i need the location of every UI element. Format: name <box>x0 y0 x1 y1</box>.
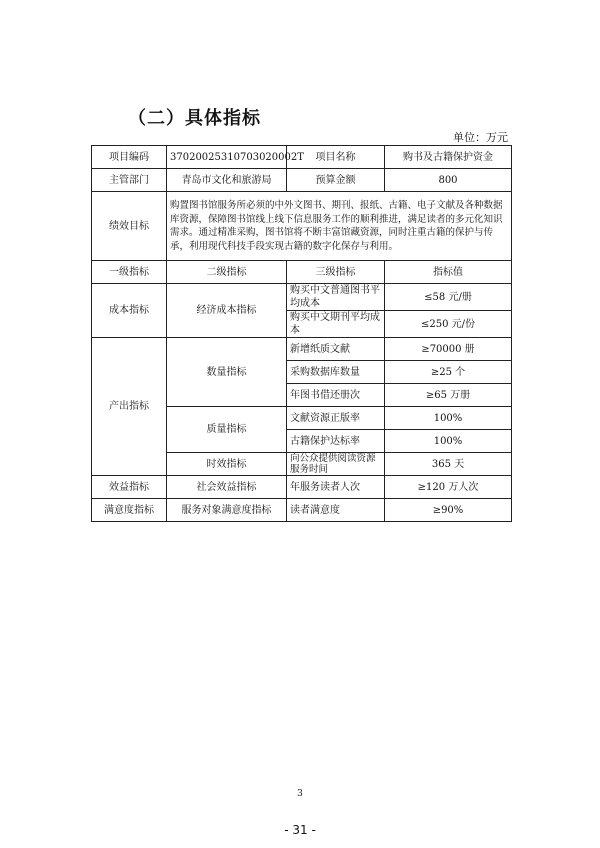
value-cell: ≥70000 册 <box>385 338 512 361</box>
page-number: 3 <box>297 789 303 799</box>
value-cell: ≤58 元/册 <box>385 284 512 311</box>
level1-cell: 效益指标 <box>92 476 167 499</box>
project-name-label: 项目名称 <box>287 146 385 169</box>
level3-cell: 购买中文普通图书平均成本 <box>287 284 385 311</box>
level1-cell: 满意度指标 <box>92 499 167 522</box>
table-row <box>92 476 512 499</box>
value-cell: ≥120 万人次 <box>385 476 512 499</box>
level2-cell: 服务对象满意度指标 <box>167 499 287 522</box>
project-name-value: 购书及古籍保护资金 <box>385 146 512 169</box>
goal-text: 购置图书馆服务所必须的中外文图书、期刊、报纸、古籍、电子文献及各种数据库资源，保障图书馆线上线下信息服务工作的顺利推进，满足读者的多元化知识需求。通过精准采购，图书馆将不断丰富馆藏资源，同时注重古籍的保护与传承，利用现代科技手段实现古籍的数字化保存与利用。 <box>167 192 512 261</box>
level2-cell: 社会效益指标 <box>167 476 287 499</box>
level3-cell: 新增纸质文献 <box>287 338 385 361</box>
code-label: 项目编码 <box>92 146 167 169</box>
header-level3: 三级指标 <box>287 261 385 284</box>
level1-cell: 产出指标 <box>92 338 167 476</box>
header-level2: 二级指标 <box>167 261 287 284</box>
level3-cell: 读者满意度 <box>287 499 385 522</box>
table-row <box>92 499 512 522</box>
level3-cell: 向公众提供阅读资源服务时间 <box>287 453 385 476</box>
header-row <box>92 261 512 284</box>
goal-label: 绩效目标 <box>92 192 167 261</box>
dept-label: 主管部门 <box>92 169 167 192</box>
header-level1: 一级指标 <box>92 261 167 284</box>
header-value: 指标值 <box>385 261 512 284</box>
budget-value: 800 <box>385 169 512 192</box>
table-row <box>92 338 512 361</box>
level1-cell: 成本指标 <box>92 284 167 338</box>
table-row <box>92 169 512 192</box>
level3-cell: 年图书借还册次 <box>287 384 385 407</box>
level3-cell: 古籍保护达标率 <box>287 430 385 453</box>
section-title: （二）具体指标 <box>128 108 261 129</box>
table-row <box>92 146 512 169</box>
level3-cell: 年服务读者人次 <box>287 476 385 499</box>
level2-cell: 质量指标 <box>167 407 287 453</box>
level2-cell: 经济成本指标 <box>167 284 287 338</box>
unit-label: 单位：万元 <box>453 131 508 144</box>
value-cell: ≥90% <box>385 499 512 522</box>
budget-label: 预算金额 <box>287 169 385 192</box>
value-cell: 100% <box>385 407 512 430</box>
level3-cell: 购买中文期刊平均成本 <box>287 311 385 338</box>
table-row <box>92 192 512 261</box>
value-cell: 365 天 <box>385 453 512 476</box>
value-cell: ≥65 万册 <box>385 384 512 407</box>
level3-cell: 文献资源正版率 <box>287 407 385 430</box>
value-cell: ≤250 元/份 <box>385 311 512 338</box>
page-footer: - 31 - <box>284 823 316 837</box>
value-cell: ≥25 个 <box>385 361 512 384</box>
level2-cell: 数量指标 <box>167 338 287 407</box>
table-row <box>92 284 512 311</box>
dept-value: 青岛市文化和旅游局 <box>167 169 287 192</box>
code-value: 37020025310703020002T <box>167 146 287 169</box>
level2-cell: 时效指标 <box>167 453 287 476</box>
indicator-table <box>91 145 512 522</box>
level3-cell: 采购数据库数量 <box>287 361 385 384</box>
value-cell: 100% <box>385 430 512 453</box>
